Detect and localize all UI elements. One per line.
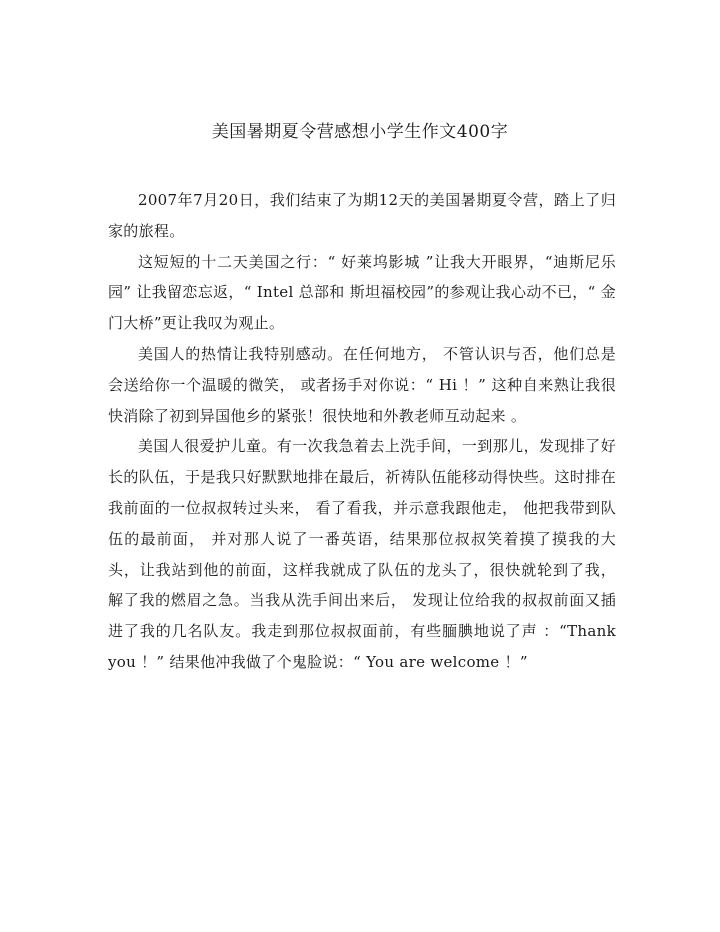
paragraph-1: 2007年7月20日，我们结束了为期12天的美国暑期夏令营，踏上了归家的旅程。 xyxy=(108,191,616,240)
paragraph-2: 这短短的十二天美国之行：“ 好莱坞影城 ”让我大开眼界，“迪斯尼乐园” 让我留恋忘返，“ Intel 总部和 斯坦福校园”的参观让我心动不已，“ 金门大桥”更让我叹为观止。 xyxy=(108,252,616,333)
document-body xyxy=(108,185,616,678)
document-title: 美国暑期夏令营感想小学生作文400字 xyxy=(211,122,509,142)
paragraph-3: 美国人的热情让我特别感动。在任何地方， 不管认识与否，他们总是会送给你一个温暖的微笑， 或者扬手对你说：“ Hi ！” 这种自来熟让我很快消除了初到异国他乡的紧张！很快地和外教老师互动起来 。 xyxy=(108,344,616,425)
paragraph-4: 美国人很爱护儿童。有一次我急着去上洗手间，一到那儿，发现排了好长的队伍，于是我只好默默地排在最后，祈祷队伍能移动得快些。这时排在我前面的一位叔叔转过头来， 看了看我，并示意我跟他走， 他把我带到队伍的最前面， 并对那人说了一番英语，结果那位叔叔笑着摸了摸我的大头，让我站到他的前面，这样我就成了队伍的龙头了，很快就轮到了我， 解了我的燃眉之急。当我从洗手间出来后， 发现让位给我的叔叔前面又插进了我的几名队友。我走到那位叔叔面前，有些腼腆地说了声 ：“Thank you ！” 结果他冲我做了个鬼脸说：“ You are welcome ！” xyxy=(108,437,616,671)
